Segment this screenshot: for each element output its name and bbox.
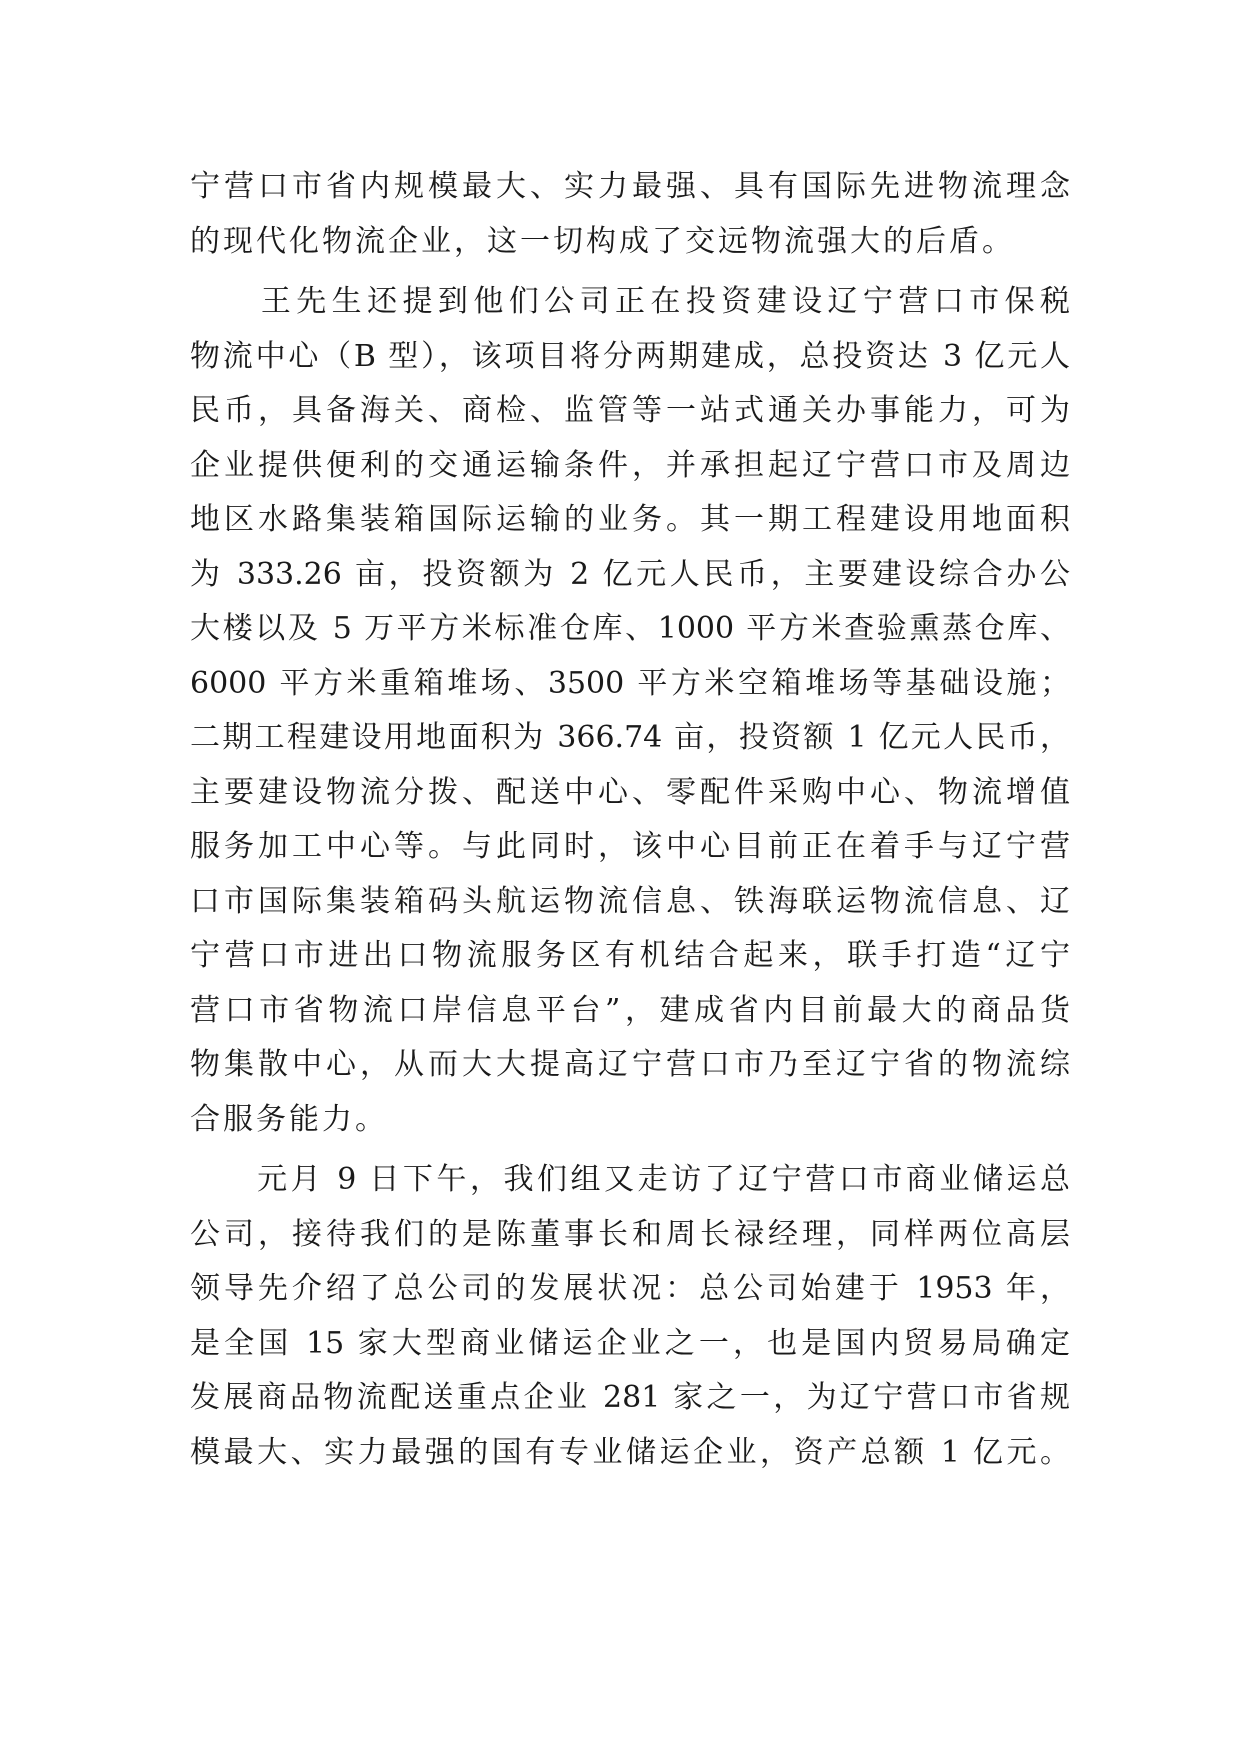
text-line: 大楼以及 5 万平方米标准仓库、1000 平方米查验熏蒸仓库、 — [190, 611, 1070, 646]
paragraph — [190, 275, 1070, 1147]
text-line: 王先生还提到他们公司正在投资建设辽宁营口市保税 — [190, 284, 1070, 319]
text-line: 的现代化物流企业，这一切构成了交远物流强大的后盾。 — [190, 223, 1015, 259]
text-line: 服务加工中心等。与此同时，该中心目前正在着手与辽宁营 — [190, 829, 1070, 864]
text-line: 为 333.26 亩，投资额为 2 亿元人民币，主要建设综合办公 — [190, 556, 1070, 592]
text-line: 模最大、实力最强的国有专业储运企业，资产总额 1 亿元。 — [190, 1434, 1070, 1470]
text-line: 民币，具备海关、商检、监管等一站式通关办事能力，可为 — [190, 393, 1070, 428]
text-line: 二期工程建设用地面积为 366.74 亩，投资额 1 亿元人民币， — [190, 720, 1070, 755]
text-line: 宁营口市省内规模最大、实力最强、具有国际先进物流理念 — [190, 169, 1070, 204]
paragraph — [190, 1153, 1070, 1480]
text-line: 元月 9 日下午，我们组又走访了辽宁营口市商业储运总 — [190, 1162, 1070, 1197]
text-line: 合服务能力。 — [190, 1101, 388, 1137]
text-line: 领导先介绍了总公司的发展状况：总公司始建于 1953 年， — [190, 1271, 1070, 1306]
text-line: 主要建设物流分拨、配送中心、零配件采购中心、物流增值 — [190, 774, 1070, 810]
text-line: 物流中心（B 型），该项目将分两期建成，总投资达 3 亿元人 — [190, 338, 1070, 374]
text-line: 口市国际集装箱码头航运物流信息、铁海联运物流信息、辽 — [190, 883, 1070, 919]
text-line: 地区水路集装箱国际运输的业务。其一期工程建设用地面积 — [190, 502, 1070, 537]
paragraph — [190, 160, 1070, 269]
text-line: 物集散中心，从而大大提高辽宁营口市乃至辽宁省的物流综 — [190, 1047, 1070, 1082]
text-line: 发展商品物流配送重点企业 281 家之一，为辽宁营口市省规 — [190, 1380, 1070, 1415]
text-line: 宁营口市进出口物流服务区有机结合起来，联手打造“辽宁 — [190, 938, 1070, 973]
text-line: 6000 平方米重箱堆场、3500 平方米空箱堆场等基础设施； — [190, 665, 1070, 701]
text-line: 是全国 15 家大型商业储运企业之一，也是国内贸易局确定 — [190, 1325, 1070, 1361]
text-line: 营口市省物流口岸信息平台”，建成省内目前最大的商品货 — [190, 992, 1070, 1028]
text-line: 公司，接待我们的是陈董事长和周长禄经理，同样两位高层 — [190, 1216, 1070, 1252]
body-text — [190, 160, 1070, 1480]
text-line: 企业提供便利的交通运输条件，并承担起辽宁营口市及周边 — [190, 447, 1070, 483]
